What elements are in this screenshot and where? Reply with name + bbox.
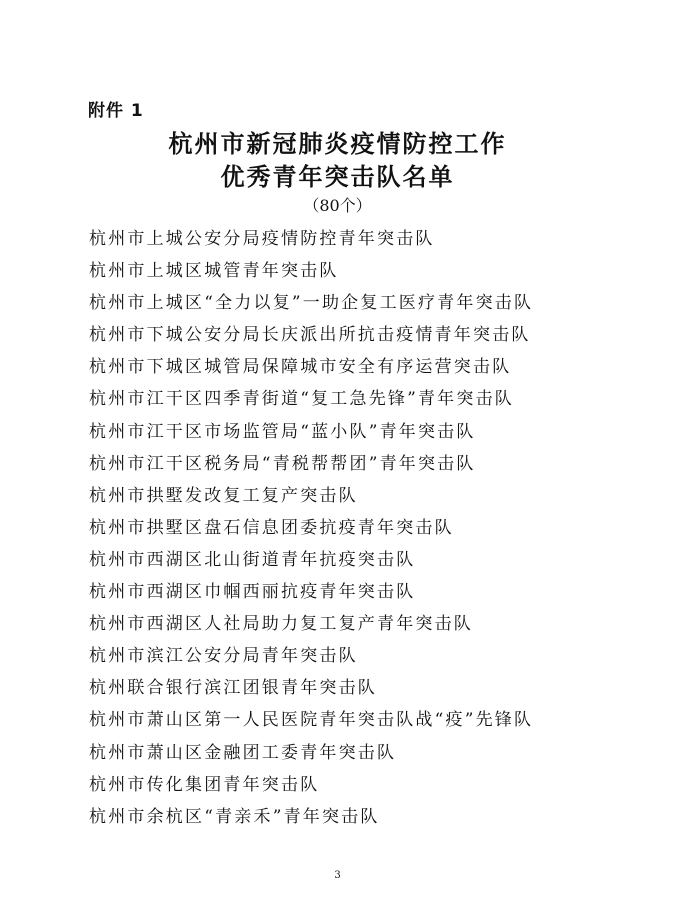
list-item: 杭州联合银行滨江团银青年突击队 (89, 678, 377, 699)
list-item: 杭州市江干区税务局“青税帮帮团”青年突击队 (89, 453, 476, 474)
list-item: 杭州市上城公安分局疫情防控青年突击队 (89, 229, 435, 249)
team-count: （80个） (303, 196, 372, 215)
list-item: 杭州市江干区市场监管局“蓝小队”青年突击队 (89, 421, 476, 442)
page-number: 3 (334, 870, 341, 881)
list-item: 杭州市萧山区第一人民医院青年突击队战“疫”先锋队 (89, 710, 534, 731)
list-item: 杭州市上城区城管青年突击队 (89, 261, 339, 282)
list-item: 杭州市余杭区“青亲禾”青年突击队 (89, 806, 380, 827)
list-item: 杭州市拱墅发改复工复产突击队 (89, 485, 358, 506)
list-item: 杭州市萧山区金融团工委青年突击队 (89, 742, 397, 763)
list-item: 杭州市滨江公安分局青年突击队 (89, 646, 358, 667)
list-item: 杭州市拱墅区盘石信息团委抗疫青年突击队 (89, 517, 454, 538)
list-item: 杭州市上城区“全力以复”一助企复工医疗青年突击队 (89, 293, 534, 314)
list-item: 杭州市下城公安分局长庆派出所抗击疫情青年突击队 (89, 325, 531, 346)
list-item: 杭州市西湖区人社局助力复工复产青年突击队 (89, 614, 473, 635)
list-item: 杭州市江干区四季青街道“复工急先锋”青年突击队 (89, 389, 514, 410)
team-list (89, 223, 533, 833)
list-item: 杭州市传化集团青年突击队 (89, 774, 320, 795)
document-title-line2: 优秀青年突击队名单 (220, 163, 455, 191)
list-item: 杭州市西湖区北山街道青年抗疫突击队 (89, 549, 416, 570)
list-item: 杭州市西湖区巾帼西丽抗疫青年突击队 (89, 582, 416, 603)
list-item: 杭州市下城区城管局保障城市安全有序运营突击队 (89, 357, 512, 378)
attachment-label: 附件 1 (88, 101, 144, 121)
document-title-line1: 杭州市新冠肺炎疫情防控工作 (168, 130, 507, 158)
